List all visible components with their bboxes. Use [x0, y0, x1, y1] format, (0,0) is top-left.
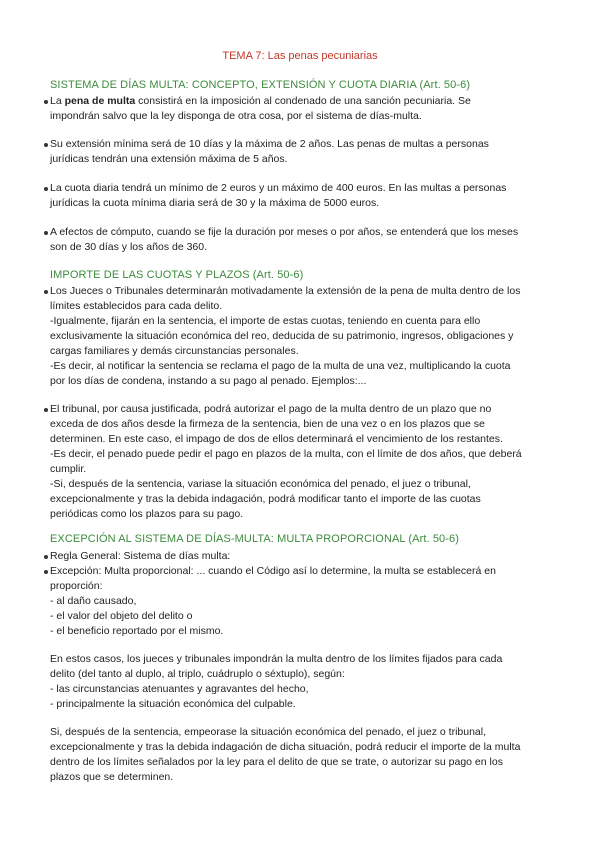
paragraph-line: delito (del tanto al duplo, al triplo, cuádruplo o séxtuplo), según:	[50, 668, 345, 680]
bullet-icon	[44, 555, 48, 559]
bullet-icon	[44, 187, 48, 191]
paragraph-line: -Es decir, al notificar la sentencia se reclama el pago de la multa de una vez, multiplicando la cuota	[50, 360, 511, 372]
paragraph-line: jurídicas la cuota mínima diaria será de 30 y la máxima de 5000 euros.	[50, 197, 380, 209]
section-heading-multa-proporcional: EXCEPCIÓN AL SISTEMA DE DÍAS-MULTA: MULTA PROPORCIONAL (Art. 50-6)	[50, 533, 459, 545]
paragraph-line: proporción:	[50, 580, 103, 592]
paragraph-line: jurídicas tendrán una extensión máxima de 5 años.	[50, 153, 288, 165]
paragraph-line: Su extensión mínima será de 10 días y la máxima de 2 años. Las penas de multas a personas	[50, 138, 489, 150]
paragraph-tribunal-plazos	[50, 402, 555, 522]
paragraph-line: cumplir.	[50, 463, 87, 475]
paragraph-line: Excepción: Multa proporcional: ... cuando el Código así lo determine, la multa se establecerá en	[50, 565, 496, 577]
bullet-icon	[44, 231, 48, 235]
paragraph-extension	[50, 137, 555, 167]
paragraph-line: - el valor del objeto del delito o	[50, 610, 193, 622]
paragraph-line: Los Jueces o Tribunales determinarán motivadamente la extensión de la pena de multa dentro de los	[50, 285, 521, 297]
paragraph-line: La cuota diaria tendrá un mínimo de 2 euros y un máximo de 400 euros. En las multas a personas	[50, 182, 507, 194]
bold-term: pena de multa	[64, 95, 136, 107]
bullet-icon	[44, 143, 48, 147]
paragraph-line: - al daño causado,	[50, 595, 137, 607]
paragraph-line: - principalmente la situación económica del culpable.	[50, 698, 296, 710]
paragraph-line: - el beneficio reportado por el mismo.	[50, 625, 224, 637]
paragraph-estos-casos	[50, 652, 555, 712]
bullet-icon	[44, 408, 48, 412]
paragraph-line: exceda de dos años desde la firmeza de la sentencia, bien de una vez o en los plazos que se	[50, 418, 485, 430]
paragraph-line: En estos casos, los jueces y tribunales impondrán la multa dentro de los límites fijados para cada	[50, 653, 503, 665]
paragraph-excepcion	[50, 564, 555, 639]
paragraph-line: excepcionalmente y tras la debida indagación de dicha situación, podrá reducir el importe de la multa	[50, 741, 521, 753]
paragraph-line: -Igualmente, fijarán en la sentencia, el importe de estas cuotas, teniendo en cuenta para ello	[50, 315, 481, 327]
bullet-icon	[44, 100, 48, 104]
paragraph-line: son de 30 días y los años de 360.	[50, 241, 208, 253]
paragraph-empeorase	[50, 725, 555, 785]
paragraph-line: dentro de los límites señalados por la ley para el delito de que se trate, o autorizar su pago en los	[50, 756, 503, 768]
paragraph-line: periódicas como los plazos para su pago.	[50, 508, 244, 520]
paragraph-regla-general	[50, 549, 555, 564]
paragraph-line: La pena de multa consistirá en la imposición al condenado de una sanción pecuniaria. Se	[50, 95, 471, 107]
paragraph-jueces-tribunales	[50, 284, 555, 389]
paragraph-line: -Es decir, el penado puede pedir el pago en plazos de la multa, con el límite de dos años, que deberá	[50, 448, 522, 460]
paragraph-line: - las circunstancias atenuantes y agravantes del hecho,	[50, 683, 309, 695]
bullet-icon	[44, 290, 48, 294]
paragraph-line: Si, después de la sentencia, empeorase la situación económica del penado, el juez o tribunal,	[50, 726, 487, 738]
paragraph-line: determinen. En este caso, el impago de dos de ellos determinará el vencimiento de los restantes.	[50, 433, 503, 445]
paragraph-computo	[50, 225, 555, 255]
paragraph-cuota-diaria	[50, 181, 555, 211]
bullet-icon	[44, 570, 48, 574]
paragraph-line: Regla General: Sistema de días multa:	[50, 550, 231, 562]
paragraph-line: impondrán salvo que la ley disponga de otra cosa, por el sistema de días-multa.	[50, 110, 422, 122]
paragraph-pena-de-multa	[50, 94, 555, 124]
paragraph-line: plazos que se determinen.	[50, 771, 174, 783]
paragraph-line: A efectos de cómputo, cuando se fije la duración por meses o por años, se entenderá que los meses	[50, 226, 519, 238]
paragraph-line: -Si, después de la sentencia, variase la situación económica del penado, el juez o tribunal,	[50, 478, 471, 490]
paragraph-line: excepcionalmente y tras la debida indagación, podrá modificar tanto el importe de las cuotas	[50, 493, 481, 505]
paragraph-line: El tribunal, por causa justificada, podrá autorizar el pago de la multa dentro de un plazo que no	[50, 403, 492, 415]
paragraph-line: cargas familiares y demás circunstancias personales.	[50, 345, 299, 357]
page-title: TEMA 7: Las penas pecuniarias	[222, 50, 378, 62]
paragraph-line: límites establecidos para cada delito.	[50, 300, 223, 312]
paragraph-line: por los días de condena, instando a su pago al penado. Ejemplos:...	[50, 375, 367, 387]
paragraph-line: exclusivamente la situación económica del reo, deducida de su patrimonio, ingresos, obligaciones y	[50, 330, 514, 342]
section-heading-dias-multa: SISTEMA DE DÍAS MULTA: CONCEPTO, EXTENSIÓN Y CUOTA DIARIA (Art. 50-6)	[50, 79, 471, 91]
section-heading-importe-cuotas: IMPORTE DE LAS CUOTAS Y PLAZOS (Art. 50-6)	[50, 269, 304, 281]
